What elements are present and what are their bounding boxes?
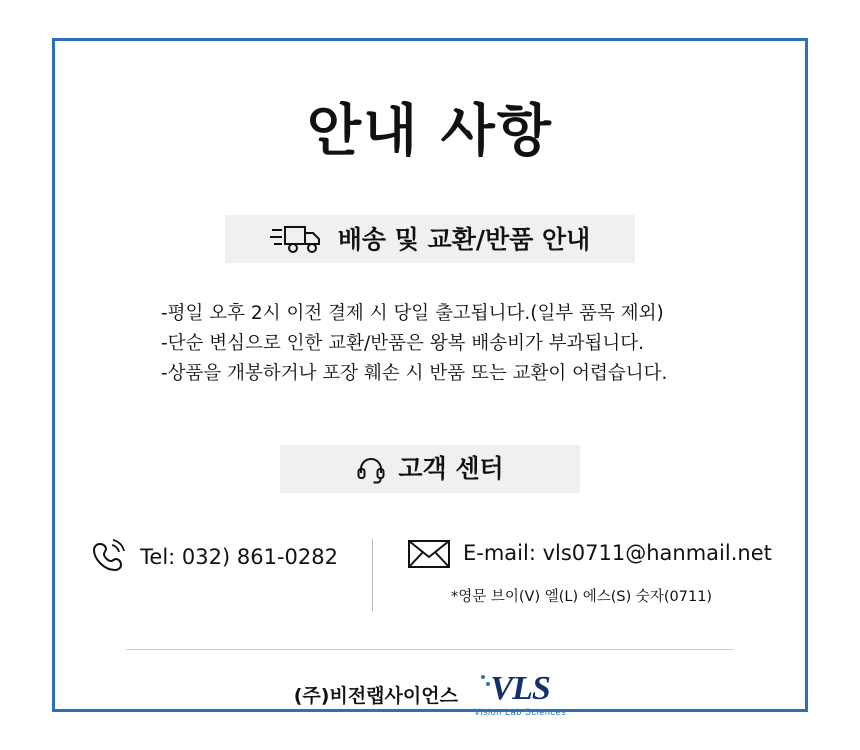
truck-icon bbox=[270, 222, 326, 256]
section-label-customer-service: 고객 센터 bbox=[398, 454, 504, 484]
list-item: -평일 오후 2시 이전 결제 시 당일 출고됩니다.(일부 품목 제외) bbox=[161, 303, 664, 324]
contact-row bbox=[55, 537, 805, 611]
envelope-icon bbox=[407, 537, 451, 569]
section-header-customer-service bbox=[280, 445, 580, 493]
list-item: -단순 변심으로 인한 교환/반품은 왕복 배송비가 부과됩니다. bbox=[161, 332, 644, 354]
email-address: E-mail: vls0711@hanmail.net bbox=[462, 540, 772, 565]
headset-icon bbox=[356, 454, 386, 484]
contact-email bbox=[373, 537, 772, 606]
vls-logo bbox=[473, 669, 567, 717]
logo-wordmark bbox=[490, 669, 550, 707]
section-header-shipping bbox=[225, 215, 635, 263]
company-name: (주)비전랩사이언스 bbox=[293, 684, 458, 707]
footer bbox=[55, 669, 805, 717]
logo-dots-icon bbox=[481, 675, 490, 689]
footer-divider bbox=[126, 649, 734, 650]
phone-icon bbox=[88, 537, 128, 577]
logo-text: VLS bbox=[490, 669, 550, 707]
notice-frame bbox=[52, 38, 808, 717]
phone-number: Tel: 032) 861-0282 bbox=[140, 544, 338, 569]
contact-phone bbox=[88, 537, 372, 577]
email-note: *영문 브이(V) 엘(L) 에스(S) 숫자(0711) bbox=[450, 588, 713, 605]
page-title: 안내 사항 bbox=[307, 99, 553, 164]
list-item: -상품을 개봉하거나 포장 훼손 시 반품 또는 교환이 어렵습니다. bbox=[161, 362, 668, 384]
logo-subtitle: Vision Lab Sciences bbox=[473, 706, 567, 717]
notice-list bbox=[55, 299, 805, 389]
section-label-shipping: 배송 및 교환/반품 안내 bbox=[337, 224, 591, 254]
